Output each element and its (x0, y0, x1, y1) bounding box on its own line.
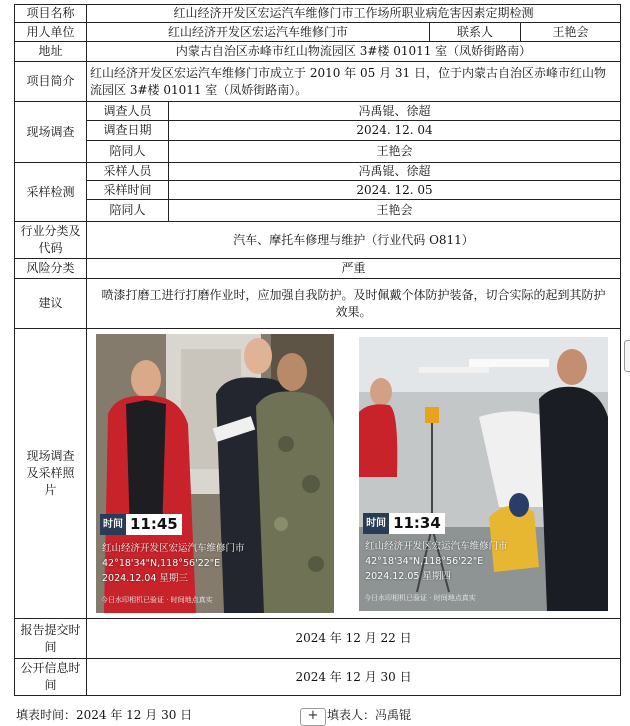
photo-time: 11:34 (389, 513, 445, 534)
fill-date: 填表时间：2024 年 12 月 30 日 (16, 708, 193, 722)
survey-date-label: 调查日期 (87, 121, 169, 141)
add-icon[interactable]: + (300, 708, 326, 726)
photo-time-stamp (363, 513, 445, 534)
publish-label: 公开信息时间 (15, 659, 87, 696)
industry-value: 汽车、摩托车修理与维护（行业代码 O811） (87, 222, 621, 259)
sampling-staff-value: 冯禹锟、徐超 (169, 163, 621, 181)
advice-label: 建议 (15, 279, 87, 329)
survey-photo (96, 334, 334, 613)
intro-label: 项目简介 (15, 62, 87, 102)
filler: 填表人：冯禹锟 (327, 708, 412, 722)
sampling-staff-label: 采样人员 (87, 163, 169, 181)
photos-label: 现场调查及采样照片 (15, 329, 87, 619)
project-name-value: 红山经济开发区宏运汽车维修门市工作场所职业病危害因素定期检测 (87, 5, 621, 23)
photo-date: 2024.12.04 星期三 (102, 573, 188, 584)
sampling-label: 采样检测 (15, 163, 87, 222)
photo-caption (365, 539, 508, 584)
photo-time-stamp (100, 514, 182, 535)
industry-label: 行业分类及代码 (15, 222, 87, 259)
photo-place: 红山经济开发区宏运汽车维修门市 (102, 543, 245, 554)
project-name-label: 项目名称 (15, 5, 87, 23)
site-survey-label: 现场调查 (15, 102, 87, 163)
survey-staff-value: 冯禹锟、徐超 (169, 102, 621, 121)
risk-value: 严重 (87, 259, 621, 279)
photo-time-label: 时间 (363, 513, 389, 534)
address-value: 内蒙古自治区赤峰市红山物流园区 3#楼 01011 室（凤娇街路南） (87, 42, 621, 62)
side-handle[interactable] (624, 340, 630, 372)
photo-watermark-note: 今日水印相机已验证 · 时间地点真实 (101, 596, 213, 604)
sampling-companion-label: 陪同人 (87, 200, 169, 222)
photo-caption (102, 541, 245, 586)
intro-value: 红山经济开发区宏运汽车维修门市成立于 2010 年 05 月 31 日，位于内蒙古自治区赤峰市红山物流园区 3#楼 01011 室（凤娇街路南）。 (87, 62, 621, 102)
disclosure-form (14, 4, 621, 696)
photos-cell (87, 329, 621, 619)
employer-label: 用人单位 (15, 23, 87, 42)
report-submit-label: 报告提交时间 (15, 619, 87, 659)
photo-coords: 42°18'34"N,118°56'22"E (102, 558, 221, 569)
report-submit-value: 2024 年 12 月 22 日 (87, 619, 621, 659)
sampling-time-label: 采样时间 (87, 181, 169, 200)
photo-time-label: 时间 (100, 514, 126, 535)
sampling-photo (359, 337, 608, 611)
photo-place: 红山经济开发区宏运汽车维修门市 (365, 540, 508, 552)
survey-staff-label: 调查人员 (87, 102, 169, 121)
contact-label: 联系人 (430, 23, 521, 42)
survey-companion-value: 王艳会 (169, 141, 621, 163)
sampling-companion-value: 王艳会 (169, 200, 621, 222)
risk-label: 风险分类 (15, 259, 87, 279)
survey-date-value: 2024. 12. 04 (169, 121, 621, 141)
publish-value: 2024 年 12 月 30 日 (87, 659, 621, 696)
survey-companion-label: 陪同人 (87, 141, 169, 163)
photo-coords: 42°18'34"N,118°56'22"E (365, 555, 484, 567)
photo-time: 11:45 (126, 514, 182, 535)
address-label: 地址 (15, 42, 87, 62)
sampling-time-value: 2024. 12. 05 (169, 181, 621, 200)
employer-value: 红山经济开发区宏运汽车维修门市 (87, 23, 430, 42)
photo-watermark-note: 今日水印相机已验证 · 时间地点真实 (364, 593, 476, 602)
photo-date: 2024.12.05 星期四 (365, 570, 451, 582)
contact-value: 王艳会 (521, 23, 621, 42)
advice-value: 喷漆打磨工进行打磨作业时，应加强自我防护。及时佩戴个体防护装备，切合实际的起到其防护效果。 (87, 279, 621, 329)
